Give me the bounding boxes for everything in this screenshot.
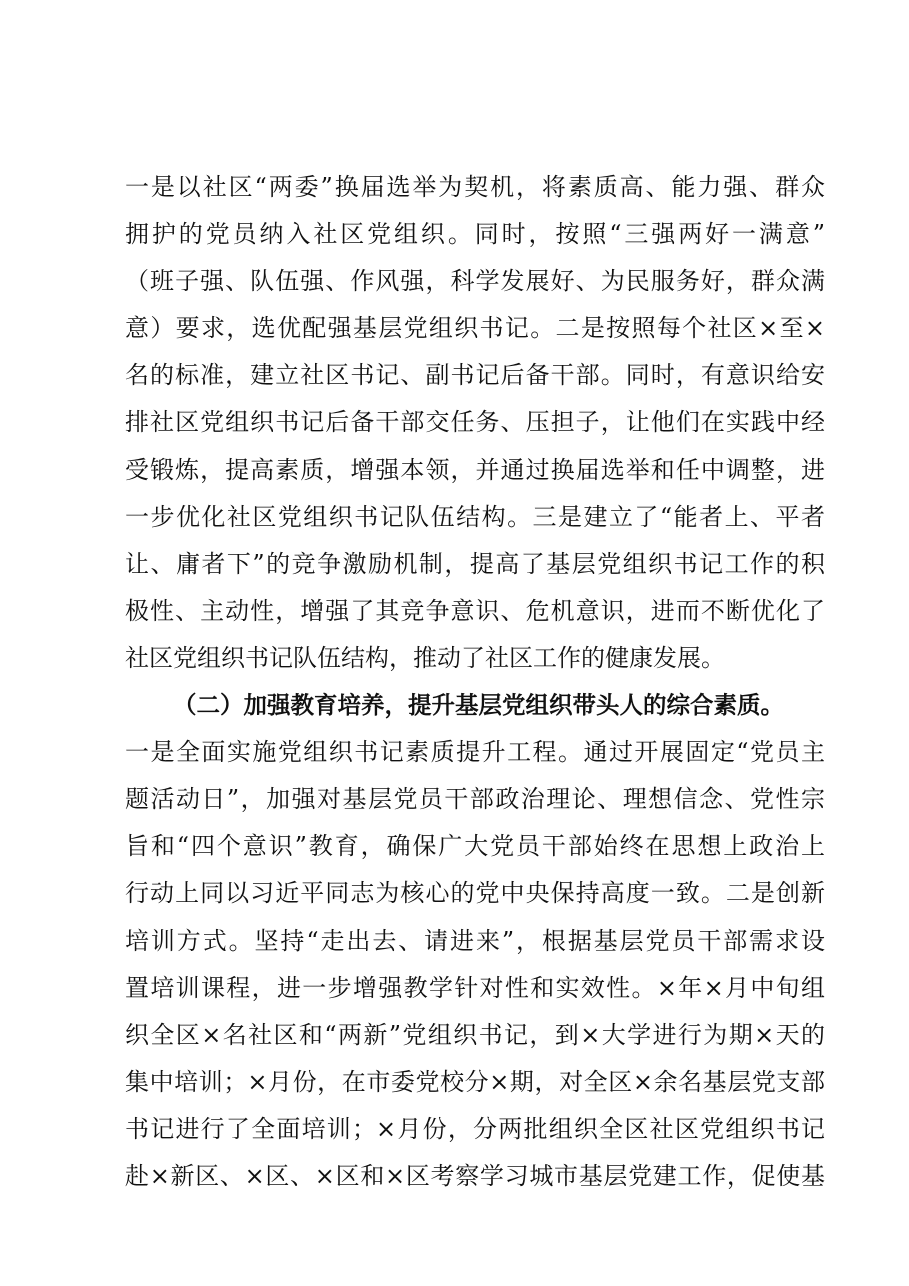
- text-line: 受锻炼，提高素质，增强本领，并通过换届选举和任中调整，进: [125, 455, 825, 484]
- text-line: 书记进行了全面培训；×月份，分两批组织全区社区党组织书记: [125, 1114, 825, 1143]
- text-line: 拥护的党员纳入社区党组织。同时，按照“三强两好一满意”: [125, 220, 825, 249]
- text-line: 极性、主动性，增强了其竞争意识、危机意识，进而不断优化了: [125, 596, 825, 625]
- text-line: 织全区×名社区和“两新”党组织书记，到×大学进行为期×天的: [125, 1020, 825, 1049]
- text-line: 意）要求，选优配强基层党组织书记。二是按照每个社区×至×: [125, 314, 825, 343]
- text-line: 一步优化社区党组织书记队伍结构。三是建立了“能者上、平者: [125, 502, 825, 531]
- text-line: 旨和“四个意识”教育，确保广大党员干部始终在思想上政治上: [125, 832, 825, 861]
- text-line: 社区党组织书记队伍结构，推动了社区工作的健康发展。: [125, 643, 725, 672]
- text-line: 名的标准，建立社区书记、副书记后备干部。同时，有意识给安: [125, 361, 825, 390]
- text-line: 让、庸者下”的竞争激励机制，提高了基层党组织书记工作的积: [125, 549, 825, 578]
- text-line: 一是以社区“两委”换届选举为契机，将素质高、能力强、群众: [125, 173, 825, 201]
- text-line: 集中培训；×月份，在市委党校分×期，对全区×余名基层党支部: [125, 1067, 825, 1096]
- text-line: （班子强、队伍强、作风强，科学发展好、为民服务好，群众满: [125, 267, 825, 296]
- text-line: 置培训课程，进一步增强教学针对性和实效性。×年×月中旬组: [125, 973, 825, 1002]
- body-text: [125, 164, 825, 1200]
- text-line: 一是全面实施党组织书记素质提升工程。通过开展固定“党员主: [125, 738, 825, 767]
- text-line: 题活动日”，加强对基层党员干部政治理论、理想信念、党性宗: [125, 785, 825, 814]
- section-heading: （二）加强教育培养，提升基层党组织带头人的综合素质。: [173, 691, 784, 720]
- text-line: 排社区党组织书记后备干部交任务、压担子，让他们在实践中经: [125, 408, 825, 437]
- text-line: 行动上同以习近平同志为核心的党中央保持高度一致。二是创新: [125, 879, 825, 908]
- text-line: 培训方式。坚持“走出去、请进来”，根据基层党员干部需求设: [125, 926, 825, 955]
- text-line: 赴×新区、×区、×区和×区考察学习城市基层党建工作，促使基: [125, 1161, 825, 1190]
